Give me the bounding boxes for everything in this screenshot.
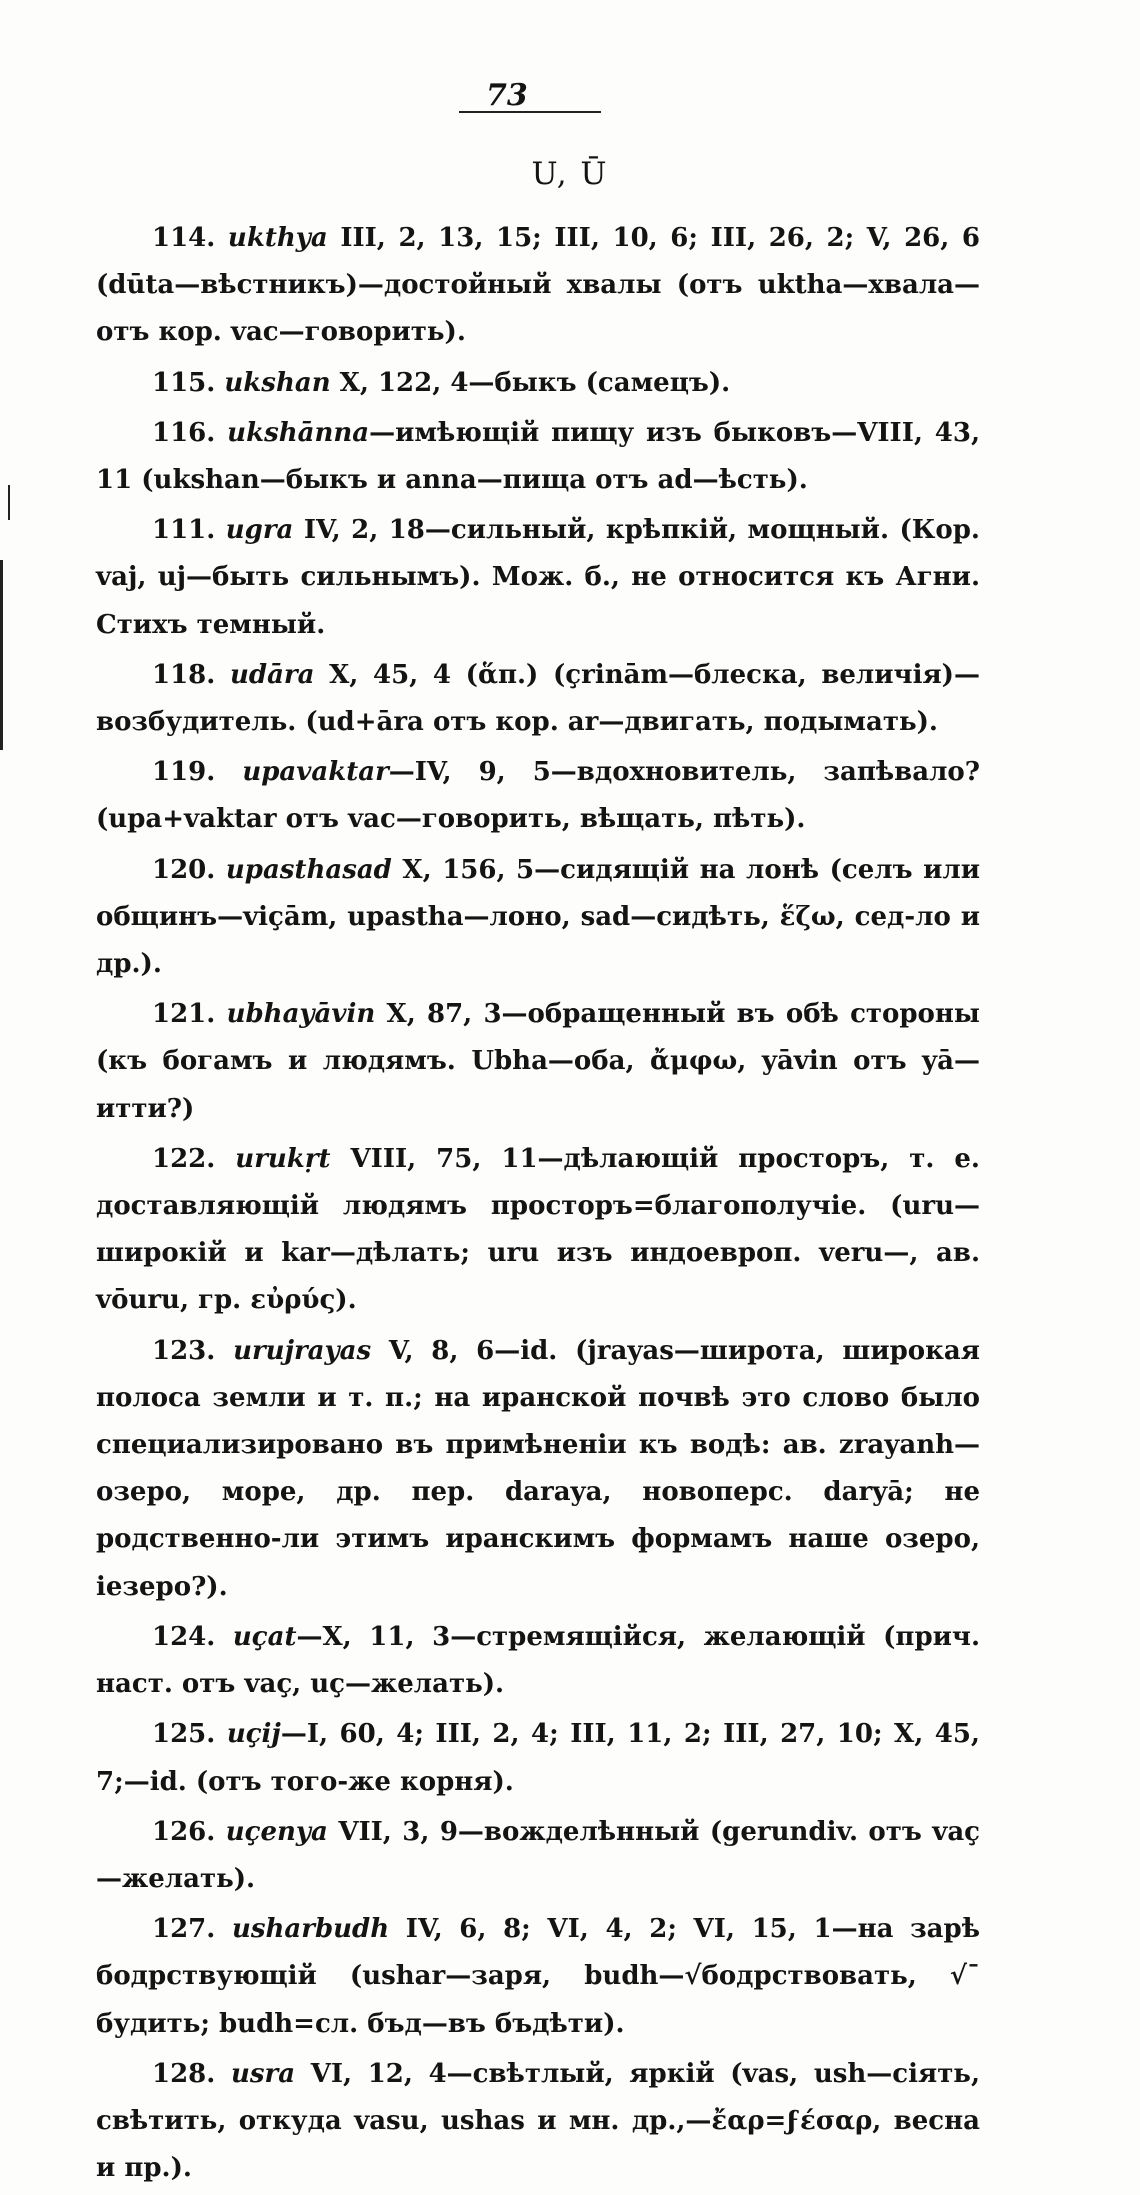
entry-number: 120. (152, 854, 216, 885)
dictionary-entry (96, 2051, 980, 2193)
entry-number: 123. (152, 1335, 216, 1366)
entry-text: X, 122, 4—быкъ (самецъ). (339, 367, 731, 398)
entry-text: VI, 12, 4—свѣтлый, яркій (vas, ush—сіять, свѣтить, откуда vasu, ushas и мн. др.,—ἔαρ=ϝέσαρ, весна и пр.). (96, 2058, 981, 2184)
dictionary-entry (96, 652, 980, 746)
entry-text: V, 8, 6—id. (jrayas—широта, широкая полоса земли и т. п.; на иранской почвѣ это слово было специализировано въ примѣненіи къ водѣ: ав. zrayanh—озеро, море, др. пер. daraya, новоперс. daryā; не родственно-ли этимъ иранскимъ формамъ наше озеро, іезеро?). (96, 1335, 980, 1602)
entry-word: usra (230, 2058, 296, 2089)
dictionary-entry (96, 1906, 980, 2048)
entry-text: IV, 6, 8; VI, 4, 2; VI, 15, 1—на зарѣ бодрствующій (ushar—заря, budh—√бодрствовать, √¯ будить; budh=сл. бъд—въ бъдѣти). (96, 1914, 980, 2039)
dictionary-entry (96, 1136, 980, 1325)
entry-number: 125. (152, 1719, 216, 1750)
entry-word: upavaktar (242, 757, 389, 788)
dictionary-entry (96, 410, 980, 504)
margin-mark (0, 560, 3, 750)
entry-word: ukthya (227, 223, 328, 253)
entry-number: 122. (152, 1143, 216, 1174)
entry-text: IV, 2, 18—сильный, крѣпкій, мощный. (Кор. vaj, uj—быть сильнымъ). Мож. б., не относится къ Агни. Стихъ темный. (96, 515, 980, 640)
margin-mark (8, 485, 10, 520)
entry-word: udāra (229, 659, 315, 690)
dictionary-entry (96, 360, 980, 407)
page-number-rule (459, 111, 601, 113)
entry-word: urujrayas (233, 1335, 372, 1366)
entry-text: X, 45, 4 (ἅπ.) (çrinām—блеска, величія)—возбудитель. (ud+āra отъ кор. ar—двигать, подымать). (96, 659, 980, 738)
entry-number: 121. (152, 999, 216, 1030)
dictionary-entry (96, 215, 980, 357)
entry-word: urukṛt (235, 1143, 331, 1174)
entry-text: —имѣющій пищу изъ быковъ—VIII, 43, 11 (ukshan—быкъ и anna—пища отъ ad—ѣсть). (96, 417, 980, 496)
entry-text: —I, 60, 4; III, 2, 4; III, 11, 2; III, 27, 10; X, 45, 7;—id. (отъ того-же корня). (96, 1719, 980, 1797)
entry-number: 116. (152, 417, 216, 448)
page-number: 73 (486, 78, 528, 113)
dictionary-entry (96, 1328, 980, 1611)
entry-word: upasthasad (225, 854, 392, 885)
entry-word: uçat (232, 1621, 297, 1652)
entry-number: 124. (152, 1621, 216, 1652)
entry-word: ukshan (224, 367, 331, 398)
entry-number: 128. (152, 2058, 216, 2089)
dictionary-entry (96, 847, 980, 989)
entry-word: ubhayāvin (226, 999, 376, 1030)
section-heading: U, Ū (531, 156, 609, 192)
entry-word: ukshānna (227, 417, 370, 448)
dictionary-entry (96, 991, 980, 1133)
entry-word: uçenya (225, 1816, 328, 1847)
dictionary-entry (96, 749, 980, 843)
entry-text: VII, 3, 9—вожделѣнный (gerundiv. отъ vaç—желать). (96, 1816, 981, 1894)
entry-word: usharbudh (231, 1914, 390, 1945)
dictionary-entry (96, 1614, 980, 1708)
entry-word: uçij (226, 1719, 281, 1750)
dictionary-entries (96, 215, 980, 2195)
entry-number: 111. (152, 515, 216, 546)
dictionary-entry (96, 1809, 980, 1903)
entry-text: VIII, 75, 11—дѣлающій просторъ, т. е. доставляющій людямъ просторъ=благополучіе. (uru—широкій и kar—дѣлать; uru изъ индоевроп. veru—, ав. vōuru, гр. εὐρύς). (96, 1143, 980, 1316)
entry-text: —X, 11, 3—стремящійся, желающій (прич. наст. отъ vaç, uç—желать). (96, 1621, 980, 1700)
dictionary-entry (96, 507, 980, 649)
entry-number: 115. (152, 367, 216, 398)
entry-number: 126. (152, 1816, 216, 1847)
entry-number: 127. (152, 1914, 216, 1945)
entry-text: —IV, 9, 5—вдохновитель, запѣвало? (upa+vaktar отъ vac—говорить, вѣщать, пѣть). (96, 757, 980, 835)
entry-number: 119. (152, 757, 216, 788)
entry-word: ugra (225, 515, 294, 546)
entry-text: X, 156, 5—сидящій на лонѣ (селъ или общинъ—viçām, upastha—лоно, sad—сидѣть, ἕζω, сед-ло и др.). (96, 854, 980, 980)
entry-number: 118. (152, 659, 216, 690)
entry-number: 114. (152, 223, 216, 253)
entry-text: X, 87, 3—обращенный въ обѣ стороны (къ богамъ и людямъ. Ubha—оба, ἄμφω, yāvin отъ yā—итти?) (96, 999, 980, 1124)
entry-text: III, 2, 13, 15; III, 10, 6; III, 26, 2; V, 26, 6 (dūta—вѣстникъ)—достойный хвалы (отъ uktha—хвала—отъ кор. vac—говорить). (96, 223, 980, 348)
